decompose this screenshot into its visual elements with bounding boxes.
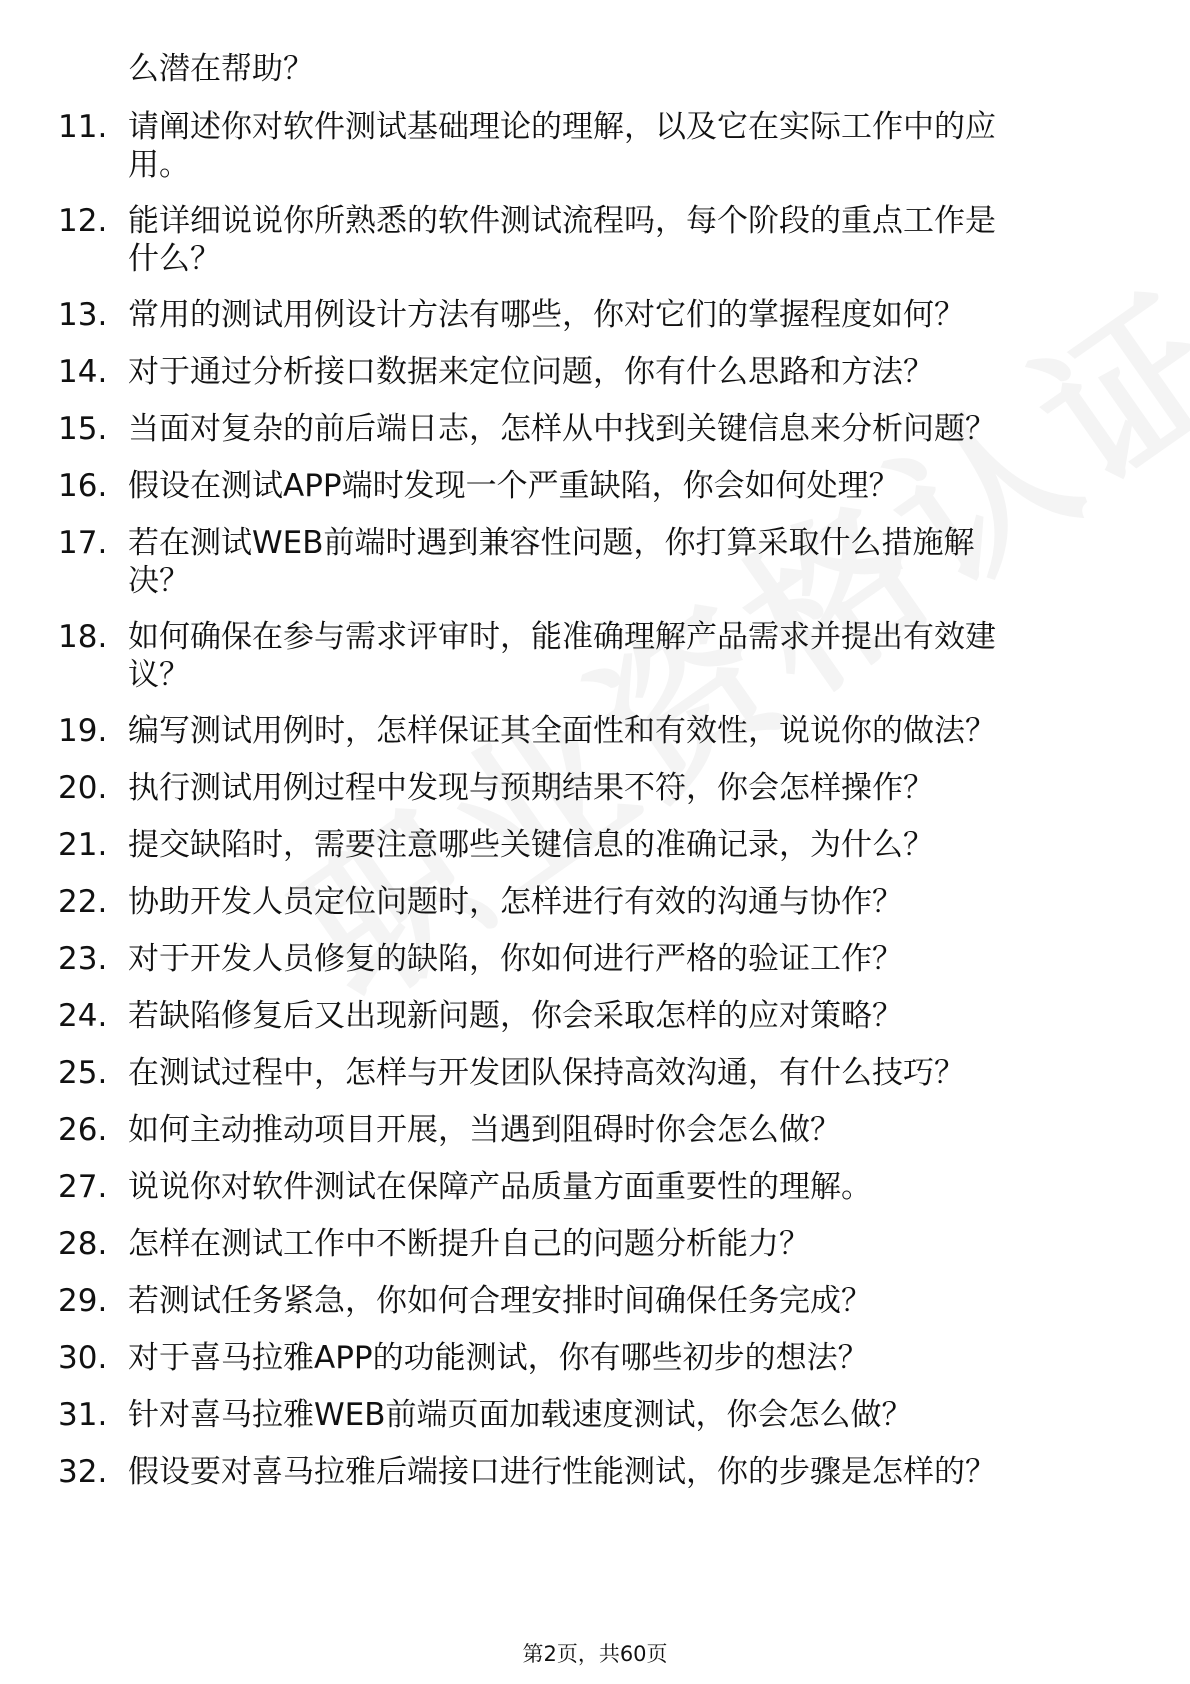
question-number: 19. (58, 713, 108, 749)
question-text-line: 如何确保在参与需求评审时，能准确理解产品需求并提出有效建 (128, 619, 996, 655)
question-text-line: 提交缺陷时，需要注意哪些关键信息的准确记录，为什么？ (128, 827, 934, 863)
question-number: 11. (58, 109, 108, 145)
question-number: 29. (58, 1283, 108, 1319)
question-number: 18. (58, 619, 108, 655)
question-text-line: 对于喜马拉雅APP的功能测试，你有哪些初步的想法？ (128, 1340, 869, 1376)
question-text-line: 执行测试用例过程中发现与预期结果不符，你会怎样操作？ (128, 770, 934, 806)
question-number: 24. (58, 998, 108, 1034)
question-number: 31. (58, 1397, 108, 1433)
question-text-line: 若缺陷修复后又出现新问题，你会采取怎样的应对策略？ (128, 998, 903, 1034)
question-text-line: 协助开发人员定位问题时，怎样进行有效的沟通与协作？ (128, 884, 903, 920)
question-number: 30. (58, 1340, 108, 1376)
question-text-line: 请阐述你对软件测试基础理论的理解，以及它在实际工作中的应 (128, 109, 996, 145)
question-number: 26. (58, 1112, 108, 1148)
question-number: 17. (58, 525, 108, 561)
question-number: 14. (58, 354, 108, 390)
question-text-line: 说说你对软件测试在保障产品质量方面重要性的理解。 (128, 1169, 872, 1205)
question-number: 20. (58, 770, 108, 806)
question-text-line: 在测试过程中，怎样与开发团队保持高效沟通，有什么技巧？ (128, 1055, 965, 1091)
question-number: 28. (58, 1226, 108, 1262)
question-number: 32. (58, 1454, 108, 1490)
question-text-line: 若测试任务紧急，你如何合理安排时间确保任务完成？ (128, 1283, 872, 1319)
question-number: 22. (58, 884, 108, 920)
question-text-line: 怎样在测试工作中不断提升自己的问题分析能力？ (128, 1226, 810, 1262)
question-number: 16. (58, 468, 108, 504)
question-text-line: 什么？ (128, 241, 221, 277)
question-text-line: 常用的测试用例设计方法有哪些，你对它们的掌握程度如何？ (128, 297, 965, 333)
question-number: 13. (58, 297, 108, 333)
question-number: 12. (58, 203, 108, 239)
question-number: 21. (58, 827, 108, 863)
question-text-line: 能详细说说你所熟悉的软件测试流程吗，每个阶段的重点工作是 (128, 203, 996, 239)
question-text-line: 如何主动推动项目开展，当遇到阻碍时你会怎么做？ (128, 1112, 841, 1148)
question-text-line: 编写测试用例时，怎样保证其全面性和有效性，说说你的做法？ (128, 713, 996, 749)
question-text-line: 针对喜马拉雅WEB前端页面加载速度测试，你会怎么做？ (128, 1397, 913, 1433)
question-number: 25. (58, 1055, 108, 1091)
question-number: 23. (58, 941, 108, 977)
question-number: 27. (58, 1169, 108, 1205)
question-number: 15. (58, 411, 108, 447)
question-text-line: 当面对复杂的前后端日志，怎样从中找到关键信息来分析问题？ (128, 411, 996, 447)
question-text-line: 对于通过分析接口数据来定位问题，你有什么思路和方法？ (128, 354, 934, 390)
page-footer: 第2页，共60页 (522, 1642, 668, 1666)
question-text-line: 假设要对喜马拉雅后端接口进行性能测试，你的步骤是怎样的？ (128, 1454, 996, 1490)
question-text-line: 对于开发人员修复的缺陷，你如何进行严格的验证工作？ (128, 941, 903, 977)
question-text-line: 若在测试WEB前端时遇到兼容性问题，你打算采取什么措施解 (128, 525, 975, 561)
question-text-line: 用。 (128, 147, 190, 183)
question-text-line: 议？ (128, 657, 190, 693)
question-text-line: 决？ (128, 563, 190, 599)
continuation-text: 么潜在帮助？ (128, 51, 314, 87)
question-text-line: 假设在测试APP端时发现一个严重缺陷，你会如何处理？ (128, 468, 900, 504)
